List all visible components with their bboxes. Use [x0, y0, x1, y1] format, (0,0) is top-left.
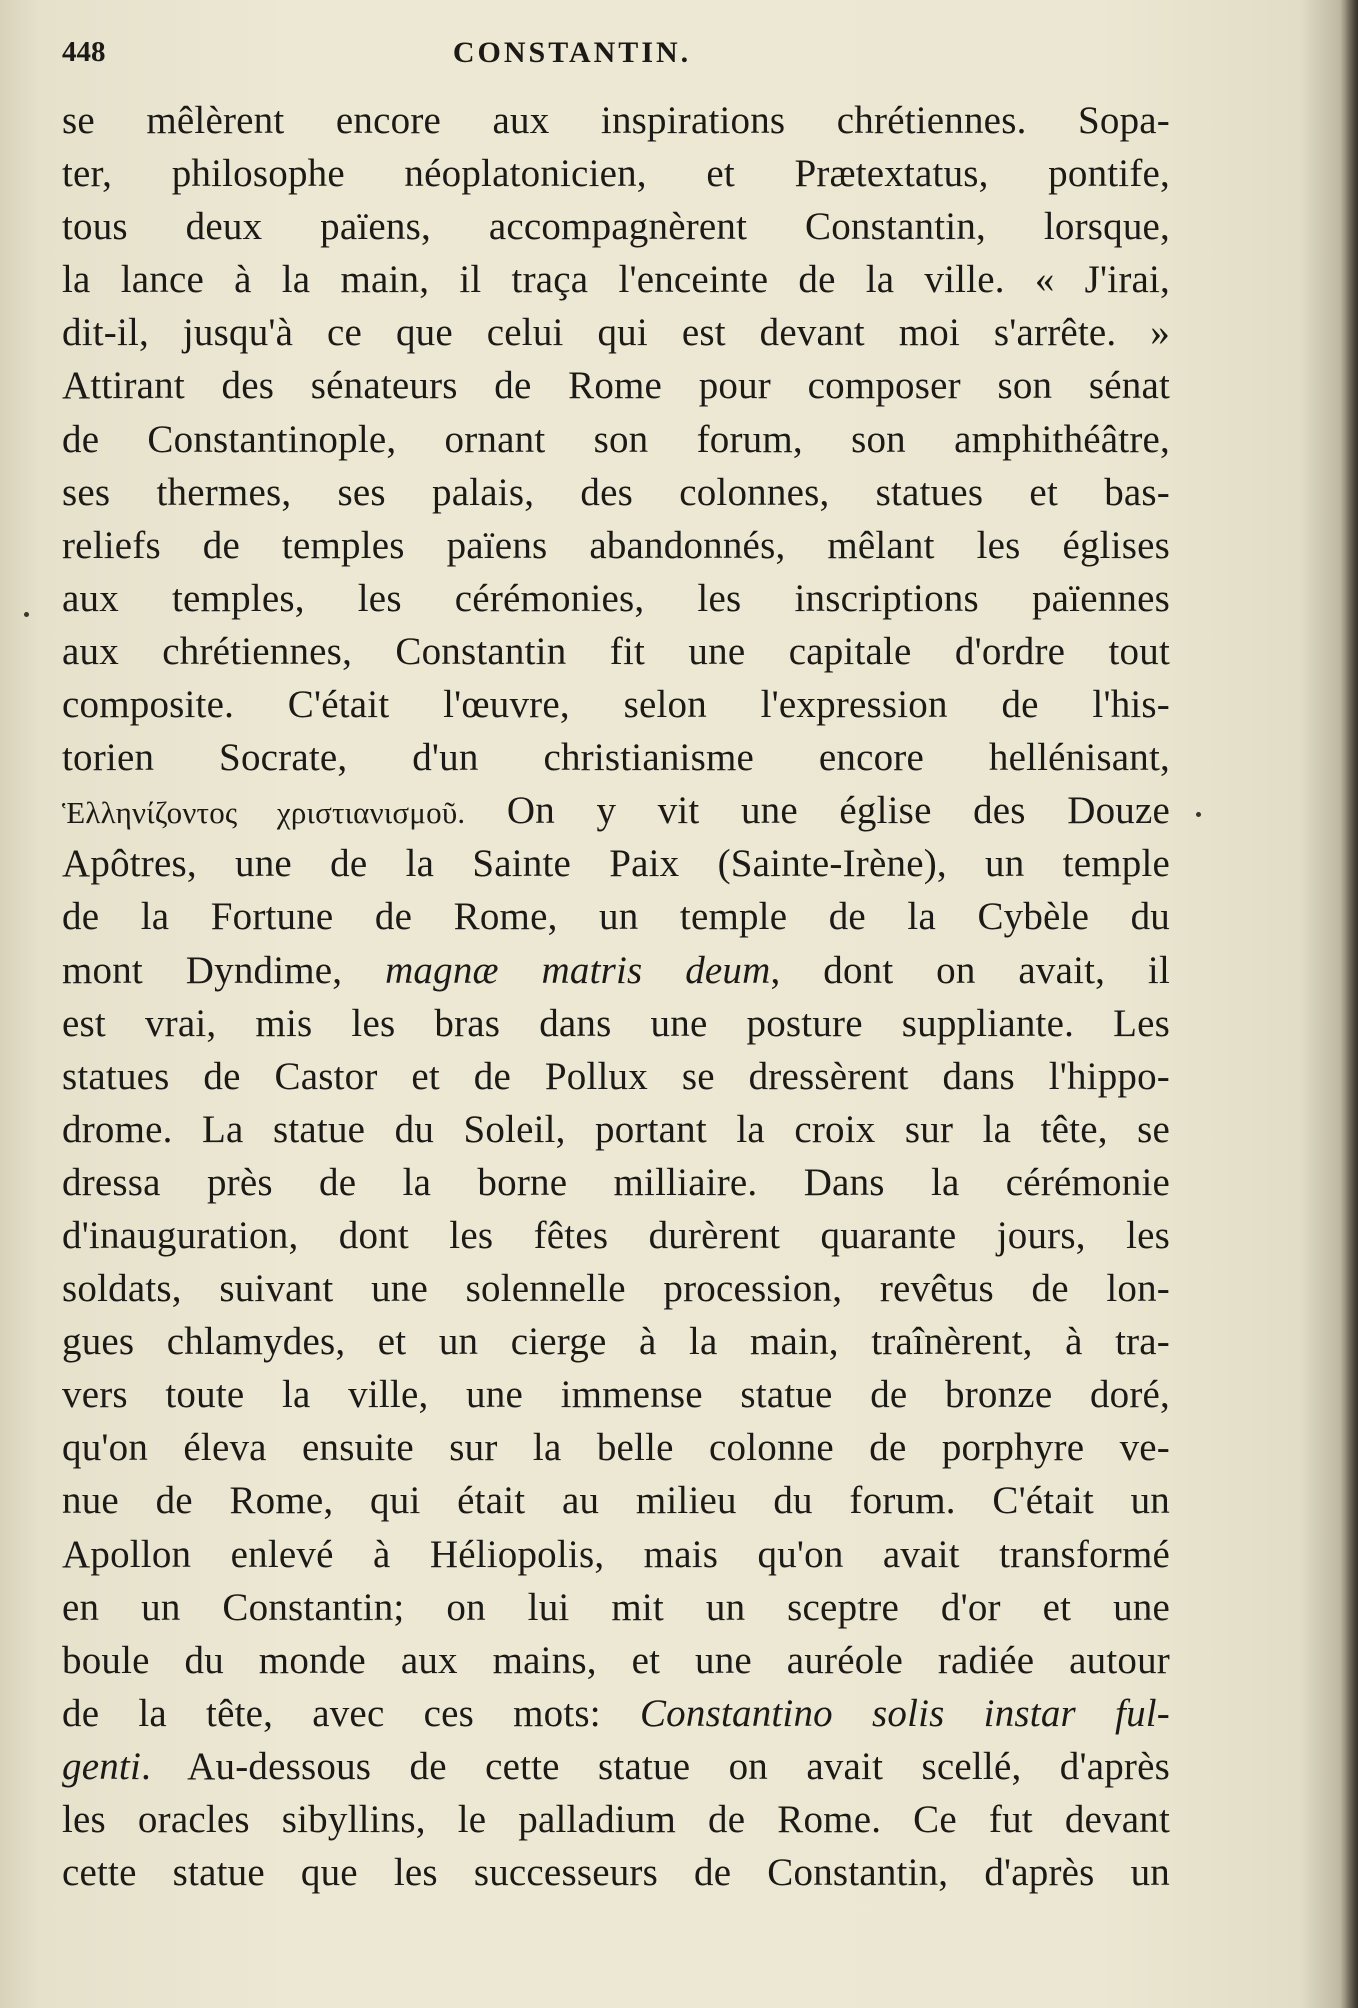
text-line: de Constantinople, ornant son forum, son amphithéâtre,	[62, 417, 1170, 461]
text-line: ses thermes, ses palais, des colonnes, statues et bas-	[62, 470, 1170, 514]
text-line: Apôtres, une de la Sainte Paix (Sainte-Irène), un temple	[62, 842, 1170, 886]
text-line: qu'on éleva ensuite sur la belle colonne de porphyre ve-	[62, 1426, 1170, 1470]
text-line-italic	[62, 1687, 1170, 1740]
mont-post: , dont on avait, il	[770, 948, 1170, 992]
greek-line-rest: On y vit une église des Douze	[465, 789, 1170, 833]
text-line: cette statue que les successeurs de Constantin, d'après un	[62, 1851, 1170, 1895]
text-line-italic	[62, 944, 1170, 997]
text-line: torien Socrate, d'un christianisme encore hellénisant,	[62, 736, 1170, 780]
text-line: nue de Rome, qui était au milieu du forum. C'était un	[62, 1479, 1170, 1523]
text-line: se mêlèrent encore aux inspirations chrétiennes. Sopa-	[62, 99, 1170, 142]
page-header	[62, 36, 1182, 76]
text-line: soldats, suivant une solennelle procession, revêtus de lon-	[62, 1267, 1170, 1311]
text-line: dressa près de la borne milliaire. Dans la cérémonie	[62, 1160, 1170, 1204]
text-line: les oracles sibyllins, le palladium de Rome. Ce fut devant	[62, 1798, 1170, 1841]
text-line-italic	[62, 1740, 1170, 1793]
text-line: gues chlamydes, et un cierge à la main, traînèrent, à tra-	[62, 1320, 1170, 1364]
text-line: aux temples, les cérémonies, les inscriptions païennes	[62, 576, 1170, 620]
paper-speck	[1196, 812, 1201, 817]
text-line: la lance à la main, il traça l'enceinte de la ville. « J'irai,	[62, 258, 1170, 302]
text-line: d'inauguration, dont les fêtes durèrent quarante jours, les	[62, 1213, 1170, 1257]
text-line: dit-il, jusqu'à ce que celui qui est devant moi s'arrête. »	[62, 311, 1170, 355]
tete-pre: de la tête, avec ces mots:	[62, 1691, 640, 1735]
text-line: en un Constantin; on lui mit un sceptre d'or et une	[62, 1585, 1170, 1629]
running-head: CONSTANTIN.	[452, 36, 692, 69]
genti-post: . Au-dessous de cette statue on avait scellé, d'après	[140, 1744, 1170, 1788]
text-line: de la Fortune de Rome, un temple de la Cybèle du	[62, 895, 1170, 939]
text-line: boule du monde aux mains, et une auréole radiée autour	[62, 1638, 1170, 1682]
body-text	[62, 94, 1170, 1899]
text-line: est vrai, mis les bras dans une posture suppliante. Les	[62, 1001, 1170, 1045]
page-fold-shadow	[1340, 0, 1358, 2008]
text-line: Apollon enlevé à Héliopolis, mais qu'on avait transformé	[62, 1532, 1170, 1576]
mont-pre: mont Dyndime,	[62, 948, 386, 992]
text-line: composite. C'était l'œuvre, selon l'expression de l'his-	[62, 683, 1170, 727]
text-line: aux chrétiennes, Constantin fit une capitale d'ordre tout	[62, 629, 1170, 673]
page-number: 448	[62, 36, 106, 68]
text-line: ter, philosophe néoplatonicien, et Prætextatus, pontife,	[62, 152, 1170, 196]
text-line: drome. La statue du Soleil, portant la croix sur la tête, se	[62, 1107, 1170, 1151]
text-line: statues de Castor et de Pollux se dressèrent dans l'hippo-	[62, 1054, 1170, 1098]
paper-speck	[24, 612, 29, 617]
latin-phrase-genti: genti	[62, 1744, 141, 1788]
greek-phrase: Ἑλληνίζοντος χριστιανισμοῦ.	[62, 795, 466, 831]
latin-phrase-magnae: magnæ matris deum	[385, 948, 771, 992]
text-line-greek	[62, 784, 1170, 837]
text-line: vers toute la ville, une immense statue de bronze doré,	[62, 1373, 1170, 1417]
text-line: reliefs de temples païens abandonnés, mêlant les églises	[62, 523, 1170, 567]
text-line: Attirant des sénateurs de Rome pour composer son sénat	[62, 364, 1170, 408]
latin-phrase-constantino: Constantino solis instar ful-	[639, 1691, 1170, 1735]
text-line: tous deux païens, accompagnèrent Constantin, lorsque,	[62, 205, 1170, 249]
